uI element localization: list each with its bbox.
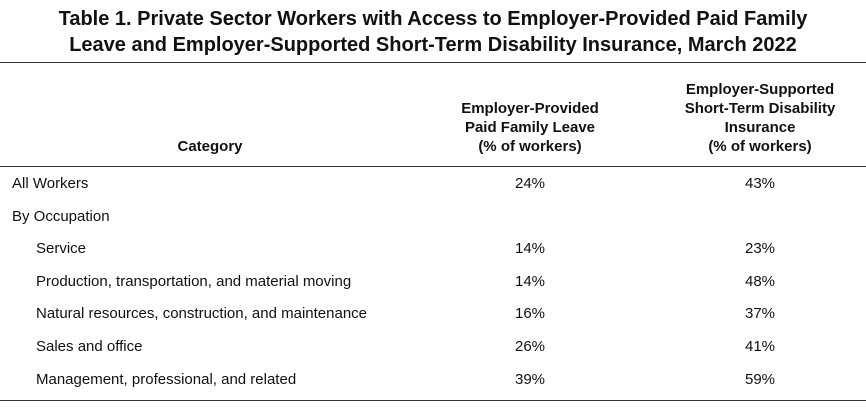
- header-category-label: Category: [177, 138, 243, 155]
- row-label: All Workers: [12, 175, 89, 192]
- short-term-disability-value: 48%: [744, 272, 776, 290]
- header-short-term-disability-line-4: (% of workers): [708, 138, 812, 155]
- paid-family-leave-value: 16%: [514, 305, 546, 323]
- bottom-rule: [0, 400, 866, 401]
- row-label: Service: [36, 240, 87, 258]
- short-term-disability-value: 37%: [744, 305, 776, 323]
- row-label: Natural resources, construction, and maintenance: [36, 305, 368, 323]
- header-rule: [0, 166, 866, 167]
- table-row: [0, 201, 866, 234]
- paid-family-leave-value: 24%: [514, 175, 546, 192]
- header-paid-family-leave: [440, 99, 620, 156]
- row-label: Production, transportation, and material moving: [36, 272, 352, 290]
- header-short-term-disability-line-2: Short-Term Disability: [684, 100, 836, 117]
- paid-family-leave-value: 39%: [514, 370, 546, 388]
- header-short-term-disability-line-1: Employer-Supported: [685, 81, 835, 98]
- header-paid-family-leave-line-3: (% of workers): [478, 138, 582, 155]
- table-row: [0, 364, 866, 397]
- table-title-line-1: Table 1. Private Sector Workers with Access to Employer-Provided Paid Family: [58, 8, 808, 30]
- short-term-disability-value: 59%: [744, 370, 776, 388]
- table-row: [0, 168, 866, 201]
- table-title-line-2: Leave and Employer-Supported Short-Term Disability Insurance, March 2022: [69, 34, 797, 56]
- table-title: [0, 0, 866, 56]
- table-row: [0, 331, 866, 364]
- header-short-term-disability: [660, 80, 860, 156]
- paid-family-leave-value: 26%: [514, 337, 546, 355]
- table-row: [0, 298, 866, 331]
- short-term-disability-value: 41%: [744, 337, 776, 355]
- header-paid-family-leave-line-2: Paid Family Leave: [464, 119, 596, 136]
- header-short-term-disability-line-3: Insurance: [724, 119, 796, 136]
- header-category: [110, 137, 310, 156]
- row-label: By Occupation: [12, 207, 110, 225]
- row-label: Management, professional, and related: [36, 370, 297, 388]
- table-body: [0, 168, 866, 396]
- row-label: Sales and office: [36, 337, 143, 355]
- header-paid-family-leave-line-1: Employer-Provided: [461, 100, 599, 117]
- short-term-disability-value: 43%: [744, 175, 776, 192]
- short-term-disability-value: 23%: [744, 240, 776, 258]
- paid-family-leave-value: 14%: [514, 240, 546, 258]
- table-row: [0, 233, 866, 266]
- table-header: [0, 62, 866, 166]
- paid-family-leave-value: 14%: [514, 272, 546, 290]
- table-row: [0, 266, 866, 299]
